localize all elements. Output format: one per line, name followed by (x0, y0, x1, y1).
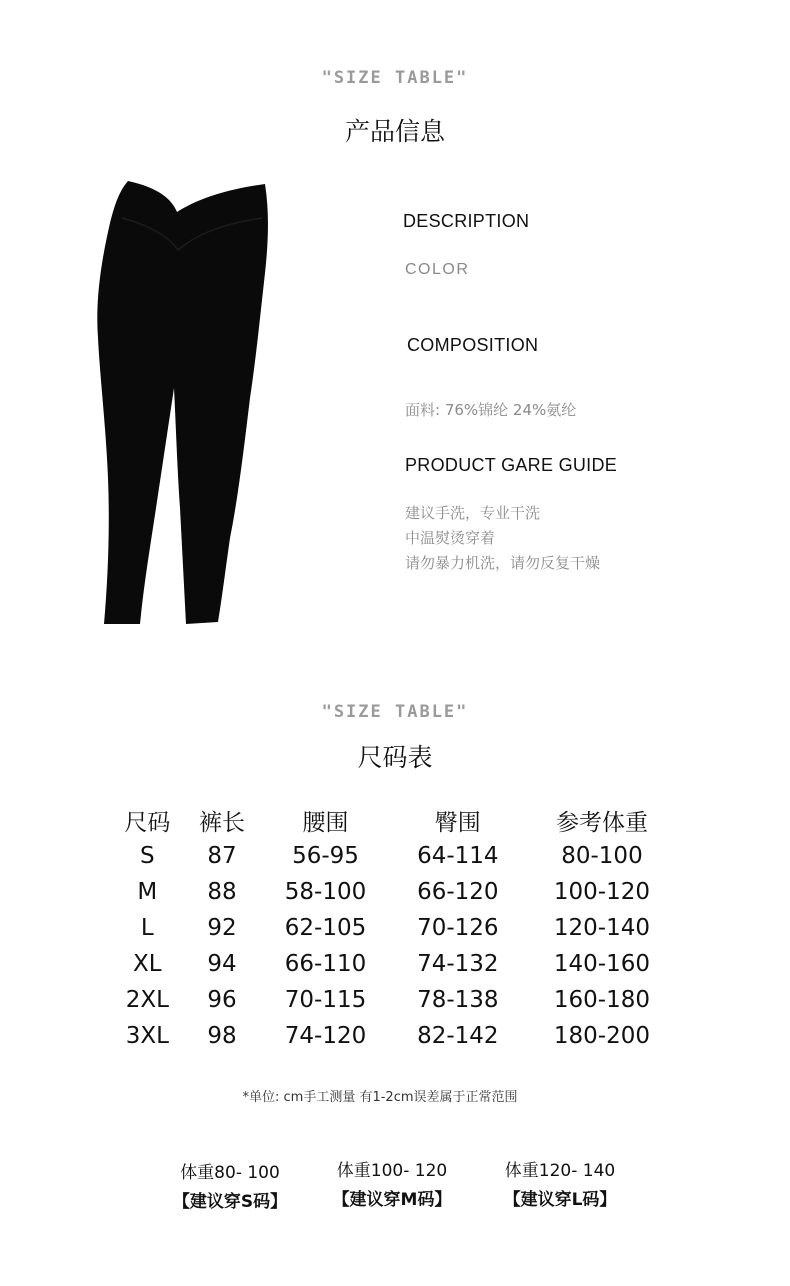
recommendation-size: 【建议穿L码】 (503, 1190, 617, 1210)
care-guide-heading: PRODUCT GARE GUIDE (405, 455, 618, 475)
table-row (110, 910, 680, 946)
cell-waist: 74-120 (284, 1023, 367, 1049)
cell-weight: 140-160 (553, 951, 651, 977)
table-row (110, 838, 680, 874)
cell-waist: 56-95 (292, 843, 359, 869)
cell-size: M (137, 879, 158, 905)
cell-length: 94 (207, 951, 237, 977)
cell-hip: 74-132 (417, 951, 499, 977)
header-size: 尺码 (124, 809, 171, 836)
cell-waist: 66-110 (284, 951, 367, 977)
color-label: COLOR (405, 261, 470, 278)
cell-weight: 100-120 (553, 879, 651, 905)
composition-heading: COMPOSITION (407, 335, 539, 355)
cell-size: L (140, 915, 154, 941)
recommendation-size: 【建议穿M码】 (332, 1190, 452, 1210)
recommendation-m (312, 1158, 472, 1212)
cell-weight: 160-180 (553, 987, 651, 1013)
cell-weight: 120-140 (553, 915, 651, 941)
table-row (110, 982, 680, 1018)
table-header-row (110, 802, 680, 838)
cell-waist: 62-105 (284, 915, 367, 941)
cell-length: 96 (207, 987, 237, 1013)
table-row (110, 1018, 680, 1054)
table-row (110, 874, 680, 910)
cell-hip: 66-120 (417, 879, 499, 905)
composition-text: 面料: 76%锦纶 24%氨纶 (405, 401, 577, 419)
cell-waist: 58-100 (284, 879, 367, 905)
cell-hip: 78-138 (417, 987, 499, 1013)
cell-waist: 70-115 (284, 987, 367, 1013)
header-hip: 臀围 (434, 809, 481, 836)
leggings-image (90, 178, 290, 630)
cell-weight: 180-200 (553, 1023, 651, 1049)
cell-length: 87 (207, 843, 237, 869)
recommendation-weight: 体重120- 140 (504, 1161, 616, 1181)
cell-size: 3XL (125, 1023, 169, 1049)
cell-weight: 80-100 (561, 843, 643, 869)
cell-hip: 64-114 (417, 843, 499, 869)
recommendation-l (480, 1158, 640, 1212)
table-row (110, 946, 680, 982)
cell-length: 92 (207, 915, 237, 941)
size-table (110, 802, 680, 1054)
header-waist: 腰围 (302, 809, 349, 836)
care-line: 请勿暴力机洗，请勿反复干燥 (405, 554, 601, 572)
header-weight: 参考体重 (555, 809, 648, 836)
header-length: 裤长 (199, 809, 246, 836)
care-guide-list (405, 501, 600, 576)
cell-size: S (140, 843, 155, 869)
recommendation-weight: 体重80- 100 (180, 1163, 280, 1183)
cell-length: 98 (207, 1023, 237, 1049)
recommendation-size: 【建议穿S码】 (172, 1192, 288, 1212)
care-line: 建议手洗，专业干洗 (405, 504, 541, 522)
cell-size: 2XL (125, 987, 169, 1013)
cell-size: XL (133, 951, 162, 977)
measurement-note: *单位: cm手工测量 有1-2cm误差属于正常范围 (242, 1090, 518, 1105)
cell-length: 88 (207, 879, 237, 905)
page-title-size-table: 尺码表 (357, 743, 433, 772)
description-heading: DESCRIPTION (403, 211, 530, 231)
size-table-tag: "SIZE TABLE" (321, 68, 469, 88)
care-line: 中温熨烫穿着 (405, 529, 496, 547)
size-table-tag: "SIZE TABLE" (321, 702, 469, 722)
page-title-product-info: 产品信息 (344, 117, 445, 146)
cell-hip: 82-142 (417, 1023, 499, 1049)
recommendation-s (150, 1160, 310, 1214)
recommendation-weight: 体重100- 120 (336, 1161, 448, 1181)
cell-hip: 70-126 (417, 915, 499, 941)
